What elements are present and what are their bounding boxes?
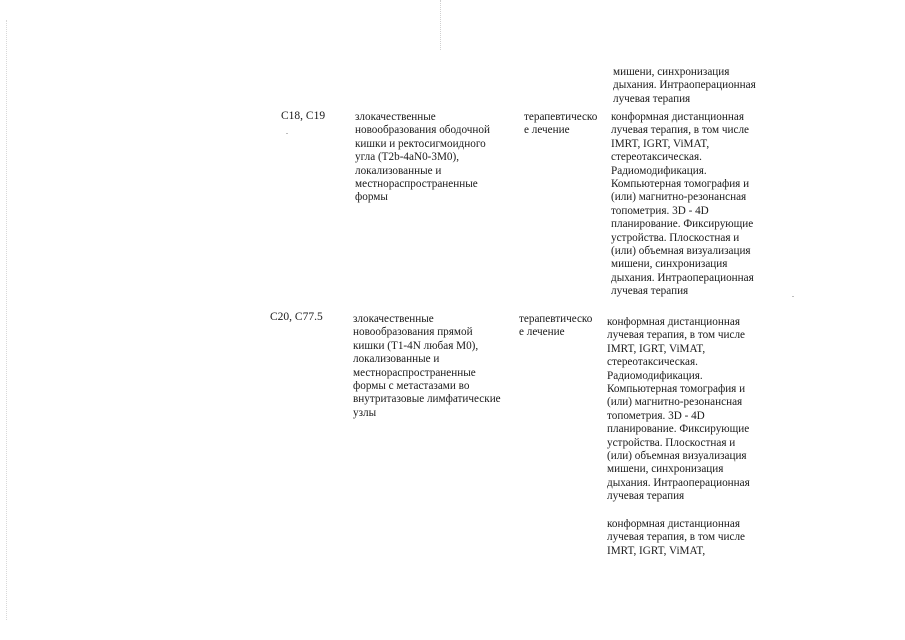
row-treatment: терапевтическо е лечение: [524, 111, 598, 137]
row-method: конформная дистанционная лучевая терапия, в том числе IMRT, IGRT, ViMAT, стереотаксическая. Радиомодификация. Компьютерная томография и (или) магнитно-резонансная топометрия. 3D - 4D планирование. Фиксирующие устройства. Плоскостная и (или) объемная визуализация мишени, синхронизация дыхания. Интраоперационная лучевая терапия: [607, 316, 750, 503]
scan-speck: [792, 296, 794, 297]
row-diagnosis: злокачественные новообразования ободочной кишки и ректосигмоидного угла (T2b-4aN0-3M0), локализованные и местнораспространенные формы: [355, 111, 490, 204]
row-method: конформная дистанционная лучевая терапия, в том числе IMRT, IGRT, ViMAT, стереотаксическая. Радиомодификация. Компьютерная томография и (или) магнитно-резонансная топометрия. 3D - 4D планирование. Фиксирующие устройства. Плоскостная и (или) объемная визуализация мишени, синхронизация дыхания. Интраоперационная лучевая терапия: [611, 111, 754, 298]
row-codes: C18, C19: [281, 110, 326, 122]
continuation-method-text: мишени, синхронизация дыхания. Интраоперационная лучевая терапия: [613, 66, 756, 105]
row-treatment: терапевтическо е лечение: [519, 313, 593, 339]
row-diagnosis: злокачественные новообразования прямой кишки (T1-4N любая M0), локализованные и местнораспространенные формы с метастазами во внутритазовые лимфатические узлы: [353, 313, 501, 419]
page-fold-mark: [440, 0, 442, 50]
scan-edge-mark: [6, 20, 8, 620]
trailing-method-text: конформная дистанционная лучевая терапия, в том числе IMRT, IGRT, ViMAT,: [607, 518, 745, 557]
scan-speck: [286, 133, 288, 134]
row-codes: C20, C77.5: [270, 311, 323, 323]
